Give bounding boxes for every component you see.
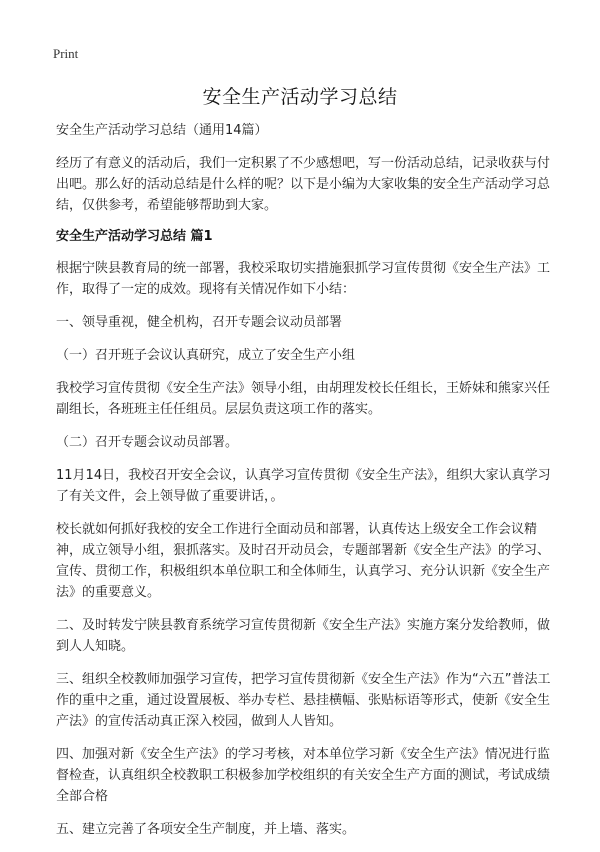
paragraph: 11月14日，我校召开安全会议，认真学习宣传贯彻《安全生产法》，组织大家认真学习了有关文件，会上领导做了重要讲话，。 [56, 468, 551, 504]
paragraph: 根据宁陕县教育局的统一部署，我校采取切实措施狠抓学习宣传贯彻《安全生产法》工作，取得了一定的成效。现将有关情况作如下小结： [56, 261, 551, 297]
paragraph: （二）召开专题会议动员部署。 [56, 435, 239, 450]
paragraph: 一、领导重视，健全机构，召开专题会议动员部署 [56, 315, 343, 330]
paragraph: 五、建立完善了各项安全生产制度，并上墙、落实。 [56, 822, 356, 837]
paragraph: 三、组织全校教师加强学习宣传，把学习宣传贯彻新《安全生产法》作为“六五”普法工作的重中之重，通过设置展板、举办专栏、悬挂横幅、张贴标语等形式，使新《安全生产法》的宣传活动真正深入校园，做到人人皆知。 [56, 672, 551, 729]
paragraph: 校长就如何抓好我校的安全工作进行全面动员和部署，认真传达上级安全工作会议精神，成立领导小组，狠抓落实。及时召开动员会，专题部署新《安全生产法》的学习、宣传、贯彻工作，积极组织本单位职工和全体师生，认真学习、充分认识新《安全生产法》的重要意义。 [56, 522, 551, 600]
paragraph: （一）召开班子会议认真研究，成立了安全生产小组 [56, 348, 356, 363]
article-subtitle: 安全生产活动学习总结（通用14篇） [56, 123, 268, 138]
intro-paragraph: 经历了有意义的活动后，我们一定积累了不少感想吧，写一份活动总结，记录收获与付出吧。那么好的活动总结是什么样的呢？以下是小编为大家收集的安全生产活动学习总结，仅供参考，希望能够帮助到大家。 [56, 156, 551, 213]
print-link[interactable]: Print [53, 46, 79, 61]
article-body [56, 120, 552, 852]
paragraph: 四、加强对新《安全生产法》的学习考核，对本单位学习新《安全生产法》情况进行监督检查，认真组织全校教职工积极参加学校组织的有关安全生产方面的测试，考试成绩全部合格 [56, 747, 551, 804]
paragraph: 我校学习宣传贯彻《安全生产法》领导小组，由胡理发校长任组长，王娇妹和熊家兴任副组长，各班班主任任组员。层层负责这项工作的落实。 [56, 381, 551, 417]
paragraph: 二、及时转发宁陕县教育系统学习宣传贯彻新《安全生产法》实施方案分发给教师，做到人人知晓。 [56, 618, 551, 654]
page-title: 安全生产活动学习总结 [202, 86, 398, 108]
section-heading: 安全生产活动学习总结 篇1 [56, 229, 213, 244]
